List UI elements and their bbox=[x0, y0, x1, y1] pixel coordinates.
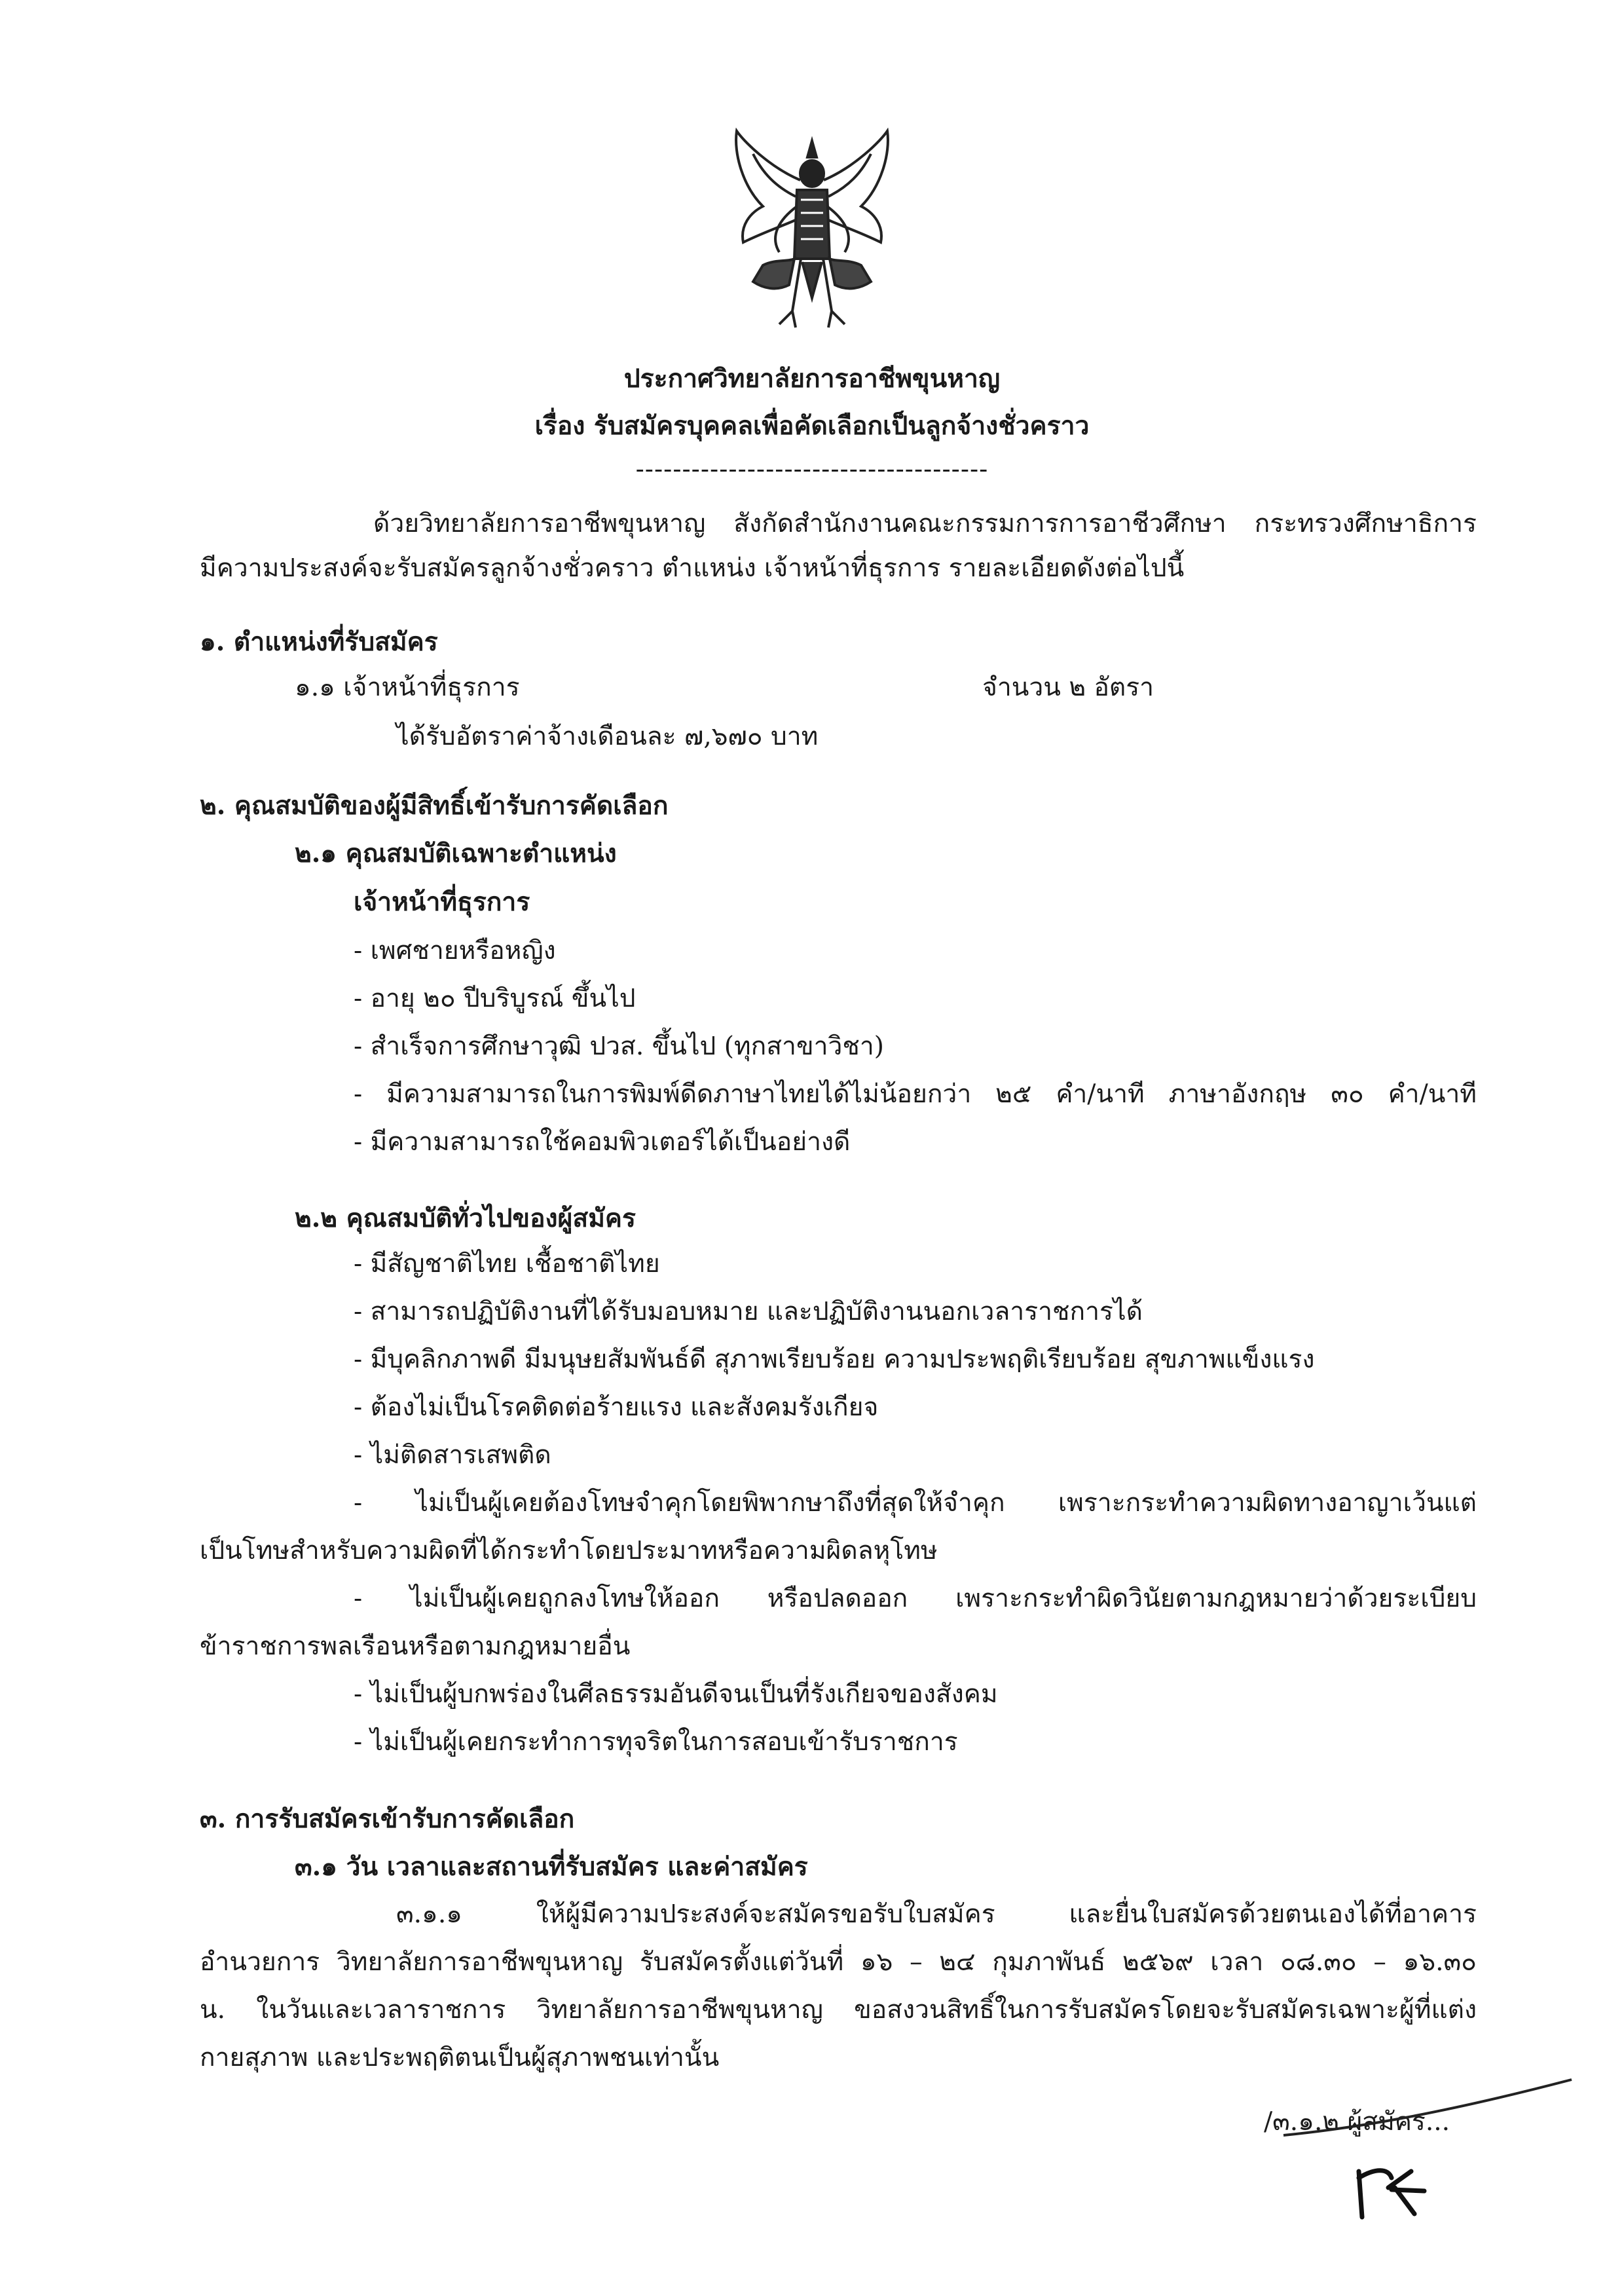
position-name: ๑.๑ เจ้าหน้าที่ธุรการ bbox=[295, 673, 520, 702]
section-1-heading: ๑. ตำแหน่งที่รับสมัคร bbox=[200, 627, 438, 657]
position-count: จำนวน ๒ อัตรา bbox=[982, 673, 1154, 702]
application-paragraph-line: อำนวยการ วิทยาลัยการอาชีพขุนหาญ รับสมัครตั้งแต่วันที่ ๑๖ – ๒๔ กุมภาพันธ์ ๒๕๖๙ เวลา ๐๘.๓๐ – ๑๖.๓๐ bbox=[200, 1947, 1477, 1977]
specific-qualification-item: - มีความสามารถในการพิมพ์ดีดภาษาไทยได้ไม่น้อยกว่า ๒๕ คำ/นาที ภาษาอังกฤษ ๓๐ คำ/นาที bbox=[354, 1079, 1477, 1109]
application-paragraph-line: กายสุภาพ และประพฤติตนเป็นผู้สุภาพชนเท่านั้น bbox=[200, 2043, 720, 2072]
position-wage: ได้รับอัตราค่าจ้างเดือนละ ๗,๖๗๐ บาท bbox=[396, 722, 819, 751]
intro-line-1: ด้วยวิทยาลัยการอาชีพขุนหาญ สังกัดสำนักงานคณะกรรมการการอาชีวศึกษา กระทรวงศึกษาธิการ bbox=[373, 509, 1477, 538]
specific-qualification-item: - อายุ ๒๐ ปีบริบูรณ์ ขึ้นไป bbox=[354, 984, 636, 1013]
general-qualification-item: - ไม่เป็นผู้เคยต้องโทษจำคุกโดยพิพากษาถึงที่สุดให้จำคุก เพราะกระทำความผิดทางอาญาเว้นแต่ bbox=[354, 1488, 1477, 1518]
application-paragraph-line: ๓.๑.๑ ให้ผู้มีความประสงค์จะสมัครขอรับใบสมัคร และยื่นใบสมัครด้วยตนเองได้ที่อาคาร bbox=[396, 1899, 1477, 1929]
signature-stroke bbox=[1270, 2070, 1585, 2148]
application-paragraph-line: น. ในวันและเวลาราชการ วิทยาลัยการอาชีพขุนหาญ ขอสงวนสิทธิ์ในการรับสมัครโดยจะรับสมัครเฉพาะผู้ที่แต่ง bbox=[200, 1995, 1477, 2025]
general-qualification-item: - ไม่เป็นผู้เคยกระทำการทุจริตในการสอบเข้ารับราชการ bbox=[354, 1727, 958, 1757]
section-2-2-heading: ๒.๒ คุณสมบัติทั่วไปของผู้สมัคร bbox=[295, 1203, 636, 1233]
section-2-1-position: เจ้าหน้าที่ธุรการ bbox=[354, 887, 530, 917]
section-3-1-heading: ๓.๑ วัน เวลาและสถานที่รับสมัคร และค่าสมัคร bbox=[295, 1852, 808, 1882]
header-divider: -------------------------------------- bbox=[635, 455, 989, 484]
garuda-emblem bbox=[724, 128, 900, 344]
section-3-heading: ๓. การรับสมัครเข้ารับการคัดเลือก bbox=[200, 1804, 575, 1834]
announcement-subject: เรื่อง รับสมัครบุคคลเพื่อคัดเลือกเป็นลูกจ้างชั่วคราว bbox=[534, 411, 1090, 441]
handwritten-initials bbox=[1349, 2152, 1447, 2224]
intro-line-2: มีความประสงค์จะรับสมัครลูกจ้างชั่วคราว ตำแหน่ง เจ้าหน้าที่ธุรการ รายละเอียดดังต่อไปนี้ bbox=[200, 553, 1185, 583]
general-qualification-item: - ไม่ติดสารเสพติด bbox=[354, 1440, 551, 1470]
general-qualification-item: - ต้องไม่เป็นโรคติดต่อร้ายแรง และสังคมรังเกียจ bbox=[354, 1393, 879, 1422]
section-2-1-heading: ๒.๑ คุณสมบัติเฉพาะตำแหน่ง bbox=[295, 838, 617, 869]
specific-qualification-item: - เพศชายหรือหญิง bbox=[354, 936, 556, 965]
specific-qualification-item: - สำเร็จการศึกษาวุฒิ ปวส. ขึ้นไป (ทุกสาขาวิชา) bbox=[354, 1032, 884, 1061]
general-qualification-continuation: เป็นโทษสำหรับความผิดที่ได้กระทำโดยประมาทหรือความผิดลหุโทษ bbox=[200, 1536, 938, 1565]
general-qualification-item: - ไม่เป็นผู้บกพร่องในศีลธรรมอันดีจนเป็นที่รังเกียจของสังคม bbox=[354, 1679, 998, 1709]
general-qualification-item: - สามารถปฏิบัติงานที่ได้รับมอบหมาย และปฏิบัติงานนอกเวลาราชการได้ bbox=[354, 1297, 1143, 1326]
page-continuation: /๓.๑.๒ ผู้สมัคร... bbox=[1264, 2107, 1450, 2137]
general-qualification-item: - มีสัญชาติไทย เชื้อชาติไทย bbox=[354, 1249, 660, 1279]
section-2-heading: ๒. คุณสมบัติของผู้มีสิทธิ์เข้ารับการคัดเลือก bbox=[200, 791, 669, 821]
announcement-title: ประกาศวิทยาลัยการอาชีพขุนหาญ bbox=[623, 364, 1001, 394]
general-qualification-item: - ไม่เป็นผู้เคยถูกลงโทษให้ออก หรือปลดออก เพราะกระทำผิดวินัยตามกฎหมายว่าด้วยระเบียบ bbox=[354, 1584, 1477, 1613]
specific-qualification-item: - มีความสามารถใช้คอมพิวเตอร์ได้เป็นอย่างดี bbox=[354, 1127, 851, 1157]
general-qualification-continuation: ข้าราชการพลเรือนหรือตามกฎหมายอื่น bbox=[200, 1632, 631, 1661]
general-qualification-item: - มีบุคลิกภาพดี มีมนุษยสัมพันธ์ดี สุภาพเรียบร้อย ความประพฤติเรียบร้อย สุขภาพแข็งแรง bbox=[354, 1345, 1315, 1374]
